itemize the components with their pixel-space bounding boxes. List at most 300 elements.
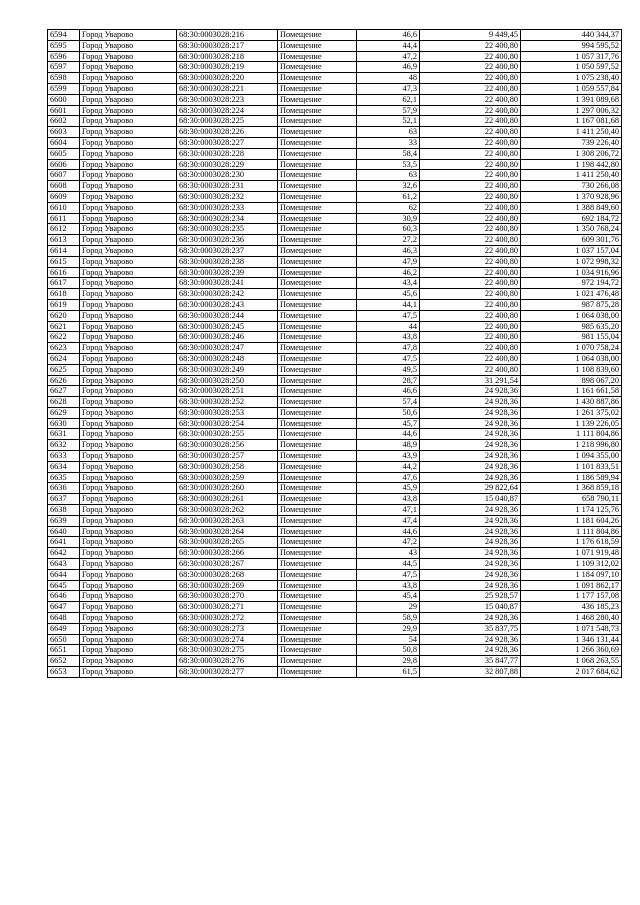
locality-cell: Город Уварово bbox=[80, 245, 177, 256]
specific-value-cell: 22 400,80 bbox=[420, 51, 521, 62]
specific-value-cell: 24 928,36 bbox=[420, 451, 521, 462]
cadastral-number-cell: 68:30:0003028:225 bbox=[177, 116, 278, 127]
specific-value-cell: 24 928,36 bbox=[420, 569, 521, 580]
row-number-cell: 6629 bbox=[48, 407, 80, 418]
area-cell: 63 bbox=[357, 170, 420, 181]
area-cell: 44,6 bbox=[357, 429, 420, 440]
cadastral-number-cell: 68:30:0003028:263 bbox=[177, 515, 278, 526]
specific-value-cell: 22 400,80 bbox=[420, 332, 521, 343]
cadastral-value-cell: 1 308 206,72 bbox=[521, 148, 622, 159]
cadastral-value-cell: 1 198 442,80 bbox=[521, 159, 622, 170]
table-row bbox=[48, 451, 622, 462]
cadastral-number-cell: 68:30:0003028:239 bbox=[177, 267, 278, 278]
locality-cell: Город Уварово bbox=[80, 51, 177, 62]
table-row bbox=[48, 440, 622, 451]
cadastral-number-cell: 68:30:0003028:254 bbox=[177, 418, 278, 429]
row-number-cell: 6638 bbox=[48, 505, 80, 516]
area-cell: 43 bbox=[357, 548, 420, 559]
specific-value-cell: 22 400,80 bbox=[420, 235, 521, 246]
area-cell: 62,1 bbox=[357, 94, 420, 105]
locality-cell: Город Уварово bbox=[80, 397, 177, 408]
row-number-cell: 6641 bbox=[48, 537, 80, 548]
cadastral-number-cell: 68:30:0003028:251 bbox=[177, 386, 278, 397]
locality-cell: Город Уварово bbox=[80, 148, 177, 159]
row-number-cell: 6611 bbox=[48, 213, 80, 224]
object-type-cell: Помещение bbox=[278, 494, 357, 505]
row-number-cell: 6614 bbox=[48, 245, 80, 256]
table-row bbox=[48, 245, 622, 256]
locality-cell: Город Уварово bbox=[80, 321, 177, 332]
cadastral-value-cell: 1 070 758,24 bbox=[521, 343, 622, 354]
table-row bbox=[48, 127, 622, 138]
object-type-cell: Помещение bbox=[278, 202, 357, 213]
specific-value-cell: 24 928,36 bbox=[420, 580, 521, 591]
row-number-cell: 6606 bbox=[48, 159, 80, 170]
locality-cell: Город Уварово bbox=[80, 191, 177, 202]
table-row bbox=[48, 515, 622, 526]
object-type-cell: Помещение bbox=[278, 548, 357, 559]
table-row bbox=[48, 30, 622, 41]
cadastral-number-cell: 68:30:0003028:271 bbox=[177, 602, 278, 613]
table-row bbox=[48, 191, 622, 202]
cadastral-number-cell: 68:30:0003028:237 bbox=[177, 245, 278, 256]
table-row bbox=[48, 332, 622, 343]
locality-cell: Город Уварово bbox=[80, 375, 177, 386]
document-page bbox=[47, 29, 622, 678]
object-type-cell: Помещение bbox=[278, 83, 357, 94]
cadastral-number-cell: 68:30:0003028:247 bbox=[177, 343, 278, 354]
row-number-cell: 6636 bbox=[48, 483, 80, 494]
row-number-cell: 6605 bbox=[48, 148, 80, 159]
table-row bbox=[48, 613, 622, 624]
object-type-cell: Помещение bbox=[278, 213, 357, 224]
row-number-cell: 6628 bbox=[48, 397, 80, 408]
cadastral-number-cell: 68:30:0003028:233 bbox=[177, 202, 278, 213]
locality-cell: Город Уварово bbox=[80, 289, 177, 300]
locality-cell: Город Уварово bbox=[80, 224, 177, 235]
row-number-cell: 6619 bbox=[48, 299, 80, 310]
object-type-cell: Помещение bbox=[278, 461, 357, 472]
table-row bbox=[48, 321, 622, 332]
area-cell: 61,5 bbox=[357, 667, 420, 678]
object-type-cell: Помещение bbox=[278, 289, 357, 300]
cadastral-number-cell: 68:30:0003028:216 bbox=[177, 30, 278, 41]
table-row bbox=[48, 83, 622, 94]
cadastral-value-cell: 1 297 006,32 bbox=[521, 105, 622, 116]
table-row bbox=[48, 299, 622, 310]
specific-value-cell: 24 928,36 bbox=[420, 505, 521, 516]
cadastral-number-cell: 68:30:0003028:277 bbox=[177, 667, 278, 678]
area-cell: 47,8 bbox=[357, 343, 420, 354]
table-row bbox=[48, 289, 622, 300]
cadastral-number-cell: 68:30:0003028:248 bbox=[177, 353, 278, 364]
object-type-cell: Помещение bbox=[278, 267, 357, 278]
cadastral-value-cell: 1 109 312,02 bbox=[521, 559, 622, 570]
cadastral-value-cell: 1 094 355,00 bbox=[521, 451, 622, 462]
cadastral-number-cell: 68:30:0003028:220 bbox=[177, 73, 278, 84]
area-cell: 46,3 bbox=[357, 245, 420, 256]
locality-cell: Город Уварово bbox=[80, 343, 177, 354]
area-cell: 46,6 bbox=[357, 30, 420, 41]
table-row bbox=[48, 483, 622, 494]
row-number-cell: 6640 bbox=[48, 526, 80, 537]
table-row bbox=[48, 62, 622, 73]
object-type-cell: Помещение bbox=[278, 353, 357, 364]
table-row bbox=[48, 202, 622, 213]
area-cell: 53,5 bbox=[357, 159, 420, 170]
table-row bbox=[48, 343, 622, 354]
area-cell: 45,6 bbox=[357, 289, 420, 300]
specific-value-cell: 24 928,36 bbox=[420, 548, 521, 559]
table-row bbox=[48, 94, 622, 105]
specific-value-cell: 9 449,45 bbox=[420, 30, 521, 41]
cadastral-number-cell: 68:30:0003028:236 bbox=[177, 235, 278, 246]
area-cell: 44,6 bbox=[357, 526, 420, 537]
table-row bbox=[48, 353, 622, 364]
area-cell: 47,1 bbox=[357, 505, 420, 516]
specific-value-cell: 29 822,64 bbox=[420, 483, 521, 494]
cadastral-number-cell: 68:30:0003028:267 bbox=[177, 559, 278, 570]
table-row bbox=[48, 278, 622, 289]
specific-value-cell: 22 400,80 bbox=[420, 62, 521, 73]
table-row bbox=[48, 310, 622, 321]
object-type-cell: Помещение bbox=[278, 40, 357, 51]
row-number-cell: 6595 bbox=[48, 40, 80, 51]
specific-value-cell: 24 928,36 bbox=[420, 526, 521, 537]
locality-cell: Город Уварово bbox=[80, 515, 177, 526]
locality-cell: Город Уварово bbox=[80, 472, 177, 483]
row-number-cell: 6645 bbox=[48, 580, 80, 591]
object-type-cell: Помещение bbox=[278, 515, 357, 526]
specific-value-cell: 22 400,80 bbox=[420, 148, 521, 159]
area-cell: 50,6 bbox=[357, 407, 420, 418]
row-number-cell: 6633 bbox=[48, 451, 80, 462]
row-number-cell: 6644 bbox=[48, 569, 80, 580]
area-cell: 60,3 bbox=[357, 224, 420, 235]
row-number-cell: 6599 bbox=[48, 83, 80, 94]
table-row bbox=[48, 386, 622, 397]
table-row bbox=[48, 256, 622, 267]
specific-value-cell: 24 928,36 bbox=[420, 440, 521, 451]
area-cell: 54 bbox=[357, 634, 420, 645]
table-row bbox=[48, 559, 622, 570]
specific-value-cell: 22 400,80 bbox=[420, 364, 521, 375]
cadastral-value-cell: 1 071 548,73 bbox=[521, 623, 622, 634]
cadastral-value-cell: 1 139 226,05 bbox=[521, 418, 622, 429]
specific-value-cell: 22 400,80 bbox=[420, 105, 521, 116]
table-row bbox=[48, 505, 622, 516]
specific-value-cell: 31 291,54 bbox=[420, 375, 521, 386]
cadastral-number-cell: 68:30:0003028:253 bbox=[177, 407, 278, 418]
row-number-cell: 6594 bbox=[48, 30, 80, 41]
cadastral-number-cell: 68:30:0003028:231 bbox=[177, 181, 278, 192]
locality-cell: Город Уварово bbox=[80, 105, 177, 116]
cadastral-value-cell: 1 108 839,60 bbox=[521, 364, 622, 375]
locality-cell: Город Уварово bbox=[80, 94, 177, 105]
area-cell: 44,4 bbox=[357, 40, 420, 51]
locality-cell: Город Уварово bbox=[80, 278, 177, 289]
cadastral-value-cell: 1 468 280,40 bbox=[521, 613, 622, 624]
row-number-cell: 6653 bbox=[48, 667, 80, 678]
specific-value-cell: 22 400,80 bbox=[420, 116, 521, 127]
specific-value-cell: 22 400,80 bbox=[420, 343, 521, 354]
locality-cell: Город Уварово bbox=[80, 116, 177, 127]
object-type-cell: Помещение bbox=[278, 483, 357, 494]
specific-value-cell: 35 847,77 bbox=[420, 656, 521, 667]
area-cell: 49,5 bbox=[357, 364, 420, 375]
locality-cell: Город Уварово bbox=[80, 645, 177, 656]
object-type-cell: Помещение bbox=[278, 224, 357, 235]
specific-value-cell: 22 400,80 bbox=[420, 170, 521, 181]
cadastral-value-cell: 1 218 996,80 bbox=[521, 440, 622, 451]
locality-cell: Город Уварово bbox=[80, 159, 177, 170]
area-cell: 43,8 bbox=[357, 494, 420, 505]
area-cell: 47,5 bbox=[357, 310, 420, 321]
row-number-cell: 6621 bbox=[48, 321, 80, 332]
object-type-cell: Помещение bbox=[278, 397, 357, 408]
specific-value-cell: 22 400,80 bbox=[420, 181, 521, 192]
specific-value-cell: 24 928,36 bbox=[420, 645, 521, 656]
area-cell: 44,2 bbox=[357, 461, 420, 472]
row-number-cell: 6637 bbox=[48, 494, 80, 505]
object-type-cell: Помещение bbox=[278, 623, 357, 634]
locality-cell: Город Уварово bbox=[80, 461, 177, 472]
object-type-cell: Помещение bbox=[278, 278, 357, 289]
specific-value-cell: 22 400,80 bbox=[420, 289, 521, 300]
cadastral-value-cell: 1 350 768,24 bbox=[521, 224, 622, 235]
cadastral-value-cell: 1 368 859,18 bbox=[521, 483, 622, 494]
specific-value-cell: 24 928,36 bbox=[420, 397, 521, 408]
object-type-cell: Помещение bbox=[278, 569, 357, 580]
table-row bbox=[48, 580, 622, 591]
cadastral-value-cell: 1 064 038,00 bbox=[521, 310, 622, 321]
cadastral-value-cell: 609 301,76 bbox=[521, 235, 622, 246]
cadastral-value-cell: 739 226,40 bbox=[521, 137, 622, 148]
specific-value-cell: 22 400,80 bbox=[420, 278, 521, 289]
cadastral-number-cell: 68:30:0003028:261 bbox=[177, 494, 278, 505]
cadastral-number-cell: 68:30:0003028:246 bbox=[177, 332, 278, 343]
locality-cell: Город Уварово bbox=[80, 537, 177, 548]
locality-cell: Город Уварово bbox=[80, 580, 177, 591]
table-row bbox=[48, 494, 622, 505]
table-row bbox=[48, 418, 622, 429]
locality-cell: Город Уварово bbox=[80, 656, 177, 667]
row-number-cell: 6601 bbox=[48, 105, 80, 116]
locality-cell: Город Уварово bbox=[80, 418, 177, 429]
table-row bbox=[48, 105, 622, 116]
object-type-cell: Помещение bbox=[278, 537, 357, 548]
object-type-cell: Помещение bbox=[278, 580, 357, 591]
specific-value-cell: 24 928,36 bbox=[420, 418, 521, 429]
table-row bbox=[48, 137, 622, 148]
locality-cell: Город Уварово bbox=[80, 73, 177, 84]
cadastral-value-cell: 1 346 131,44 bbox=[521, 634, 622, 645]
object-type-cell: Помещение bbox=[278, 343, 357, 354]
row-number-cell: 6648 bbox=[48, 613, 80, 624]
locality-cell: Город Уварово bbox=[80, 634, 177, 645]
object-type-cell: Помещение bbox=[278, 667, 357, 678]
area-cell: 28,7 bbox=[357, 375, 420, 386]
table-row bbox=[48, 40, 622, 51]
cadastral-number-cell: 68:30:0003028:258 bbox=[177, 461, 278, 472]
cadastral-value-table bbox=[47, 29, 622, 678]
locality-cell: Город Уварово bbox=[80, 170, 177, 181]
object-type-cell: Помещение bbox=[278, 332, 357, 343]
row-number-cell: 6650 bbox=[48, 634, 80, 645]
object-type-cell: Помещение bbox=[278, 105, 357, 116]
object-type-cell: Помещение bbox=[278, 299, 357, 310]
specific-value-cell: 22 400,80 bbox=[420, 127, 521, 138]
cadastral-value-cell: 1 064 038,00 bbox=[521, 353, 622, 364]
object-type-cell: Помещение bbox=[278, 386, 357, 397]
cadastral-number-cell: 68:30:0003028:268 bbox=[177, 569, 278, 580]
object-type-cell: Помещение bbox=[278, 30, 357, 41]
locality-cell: Город Уварово bbox=[80, 483, 177, 494]
area-cell: 47,2 bbox=[357, 537, 420, 548]
row-number-cell: 6622 bbox=[48, 332, 80, 343]
cadastral-value-cell: 1 186 589,94 bbox=[521, 472, 622, 483]
cadastral-number-cell: 68:30:0003028:245 bbox=[177, 321, 278, 332]
specific-value-cell: 24 928,36 bbox=[420, 386, 521, 397]
table-row bbox=[48, 472, 622, 483]
cadastral-value-cell: 730 266,08 bbox=[521, 181, 622, 192]
row-number-cell: 6634 bbox=[48, 461, 80, 472]
row-number-cell: 6600 bbox=[48, 94, 80, 105]
cadastral-number-cell: 68:30:0003028:274 bbox=[177, 634, 278, 645]
cadastral-number-cell: 68:30:0003028:272 bbox=[177, 613, 278, 624]
cadastral-value-cell: 1 037 157,04 bbox=[521, 245, 622, 256]
locality-cell: Город Уварово bbox=[80, 202, 177, 213]
cadastral-value-cell: 1 411 250,40 bbox=[521, 170, 622, 181]
area-cell: 58,4 bbox=[357, 148, 420, 159]
object-type-cell: Помещение bbox=[278, 245, 357, 256]
object-type-cell: Помещение bbox=[278, 235, 357, 246]
object-type-cell: Помещение bbox=[278, 94, 357, 105]
table-row bbox=[48, 213, 622, 224]
cadastral-number-cell: 68:30:0003028:257 bbox=[177, 451, 278, 462]
object-type-cell: Помещение bbox=[278, 116, 357, 127]
row-number-cell: 6642 bbox=[48, 548, 80, 559]
locality-cell: Город Уварово bbox=[80, 299, 177, 310]
cadastral-number-cell: 68:30:0003028:217 bbox=[177, 40, 278, 51]
row-number-cell: 6643 bbox=[48, 559, 80, 570]
cadastral-number-cell: 68:30:0003028:238 bbox=[177, 256, 278, 267]
locality-cell: Город Уварово bbox=[80, 364, 177, 375]
object-type-cell: Помещение bbox=[278, 472, 357, 483]
locality-cell: Город Уварово bbox=[80, 181, 177, 192]
area-cell: 47,5 bbox=[357, 353, 420, 364]
specific-value-cell: 22 400,80 bbox=[420, 267, 521, 278]
cadastral-number-cell: 68:30:0003028:249 bbox=[177, 364, 278, 375]
cadastral-number-cell: 68:30:0003028:273 bbox=[177, 623, 278, 634]
area-cell: 29 bbox=[357, 602, 420, 613]
cadastral-number-cell: 68:30:0003028:232 bbox=[177, 191, 278, 202]
table-row bbox=[48, 461, 622, 472]
specific-value-cell: 25 928,57 bbox=[420, 591, 521, 602]
cadastral-value-cell: 981 155,04 bbox=[521, 332, 622, 343]
row-number-cell: 6602 bbox=[48, 116, 80, 127]
locality-cell: Город Уварово bbox=[80, 407, 177, 418]
cadastral-value-cell: 1 071 919,48 bbox=[521, 548, 622, 559]
specific-value-cell: 22 400,80 bbox=[420, 137, 521, 148]
table-row bbox=[48, 591, 622, 602]
cadastral-number-cell: 68:30:0003028:244 bbox=[177, 310, 278, 321]
locality-cell: Город Уварово bbox=[80, 40, 177, 51]
cadastral-number-cell: 68:30:0003028:235 bbox=[177, 224, 278, 235]
cadastral-value-cell: 436 185,23 bbox=[521, 602, 622, 613]
row-number-cell: 6647 bbox=[48, 602, 80, 613]
table-row bbox=[48, 569, 622, 580]
row-number-cell: 6608 bbox=[48, 181, 80, 192]
area-cell: 27,2 bbox=[357, 235, 420, 246]
table-row bbox=[48, 623, 622, 634]
cadastral-value-cell: 1 411 250,40 bbox=[521, 127, 622, 138]
locality-cell: Город Уварово bbox=[80, 256, 177, 267]
area-cell: 47,4 bbox=[357, 515, 420, 526]
cadastral-number-cell: 68:30:0003028:264 bbox=[177, 526, 278, 537]
cadastral-number-cell: 68:30:0003028:228 bbox=[177, 148, 278, 159]
locality-cell: Город Уварово bbox=[80, 137, 177, 148]
locality-cell: Город Уварово bbox=[80, 30, 177, 41]
area-cell: 43,9 bbox=[357, 451, 420, 462]
area-cell: 32,6 bbox=[357, 181, 420, 192]
object-type-cell: Помещение bbox=[278, 526, 357, 537]
row-number-cell: 6635 bbox=[48, 472, 80, 483]
row-number-cell: 6596 bbox=[48, 51, 80, 62]
object-type-cell: Помещение bbox=[278, 364, 357, 375]
cadastral-value-cell: 2 017 684,62 bbox=[521, 667, 622, 678]
specific-value-cell: 22 400,80 bbox=[420, 83, 521, 94]
table-row bbox=[48, 170, 622, 181]
specific-value-cell: 24 928,36 bbox=[420, 537, 521, 548]
specific-value-cell: 24 928,36 bbox=[420, 634, 521, 645]
object-type-cell: Помещение bbox=[278, 127, 357, 138]
cadastral-value-cell: 1 177 157,08 bbox=[521, 591, 622, 602]
area-cell: 47,2 bbox=[357, 51, 420, 62]
cadastral-value-cell: 1 059 557,84 bbox=[521, 83, 622, 94]
row-number-cell: 6631 bbox=[48, 429, 80, 440]
area-cell: 44,1 bbox=[357, 299, 420, 310]
area-cell: 50,8 bbox=[357, 645, 420, 656]
cadastral-number-cell: 68:30:0003028:276 bbox=[177, 656, 278, 667]
area-cell: 52,1 bbox=[357, 116, 420, 127]
object-type-cell: Помещение bbox=[278, 73, 357, 84]
specific-value-cell: 24 928,36 bbox=[420, 613, 521, 624]
locality-cell: Город Уварово bbox=[80, 62, 177, 73]
locality-cell: Город Уварово bbox=[80, 623, 177, 634]
area-cell: 57,9 bbox=[357, 105, 420, 116]
area-cell: 48 bbox=[357, 73, 420, 84]
locality-cell: Город Уварово bbox=[80, 505, 177, 516]
object-type-cell: Помещение bbox=[278, 505, 357, 516]
specific-value-cell: 15 040,87 bbox=[420, 602, 521, 613]
cadastral-value-cell: 1 068 263,55 bbox=[521, 656, 622, 667]
object-type-cell: Помещение bbox=[278, 407, 357, 418]
object-type-cell: Помещение bbox=[278, 310, 357, 321]
cadastral-value-cell: 1 391 089,68 bbox=[521, 94, 622, 105]
area-cell: 44 bbox=[357, 321, 420, 332]
cadastral-value-cell: 1 034 916,96 bbox=[521, 267, 622, 278]
specific-value-cell: 15 040,87 bbox=[420, 494, 521, 505]
specific-value-cell: 22 400,80 bbox=[420, 159, 521, 170]
table-row bbox=[48, 397, 622, 408]
cadastral-value-cell: 1 072 998,32 bbox=[521, 256, 622, 267]
table-row bbox=[48, 667, 622, 678]
locality-cell: Город Уварово bbox=[80, 332, 177, 343]
area-cell: 63 bbox=[357, 127, 420, 138]
cadastral-value-cell: 1 176 618,59 bbox=[521, 537, 622, 548]
table-row bbox=[48, 537, 622, 548]
